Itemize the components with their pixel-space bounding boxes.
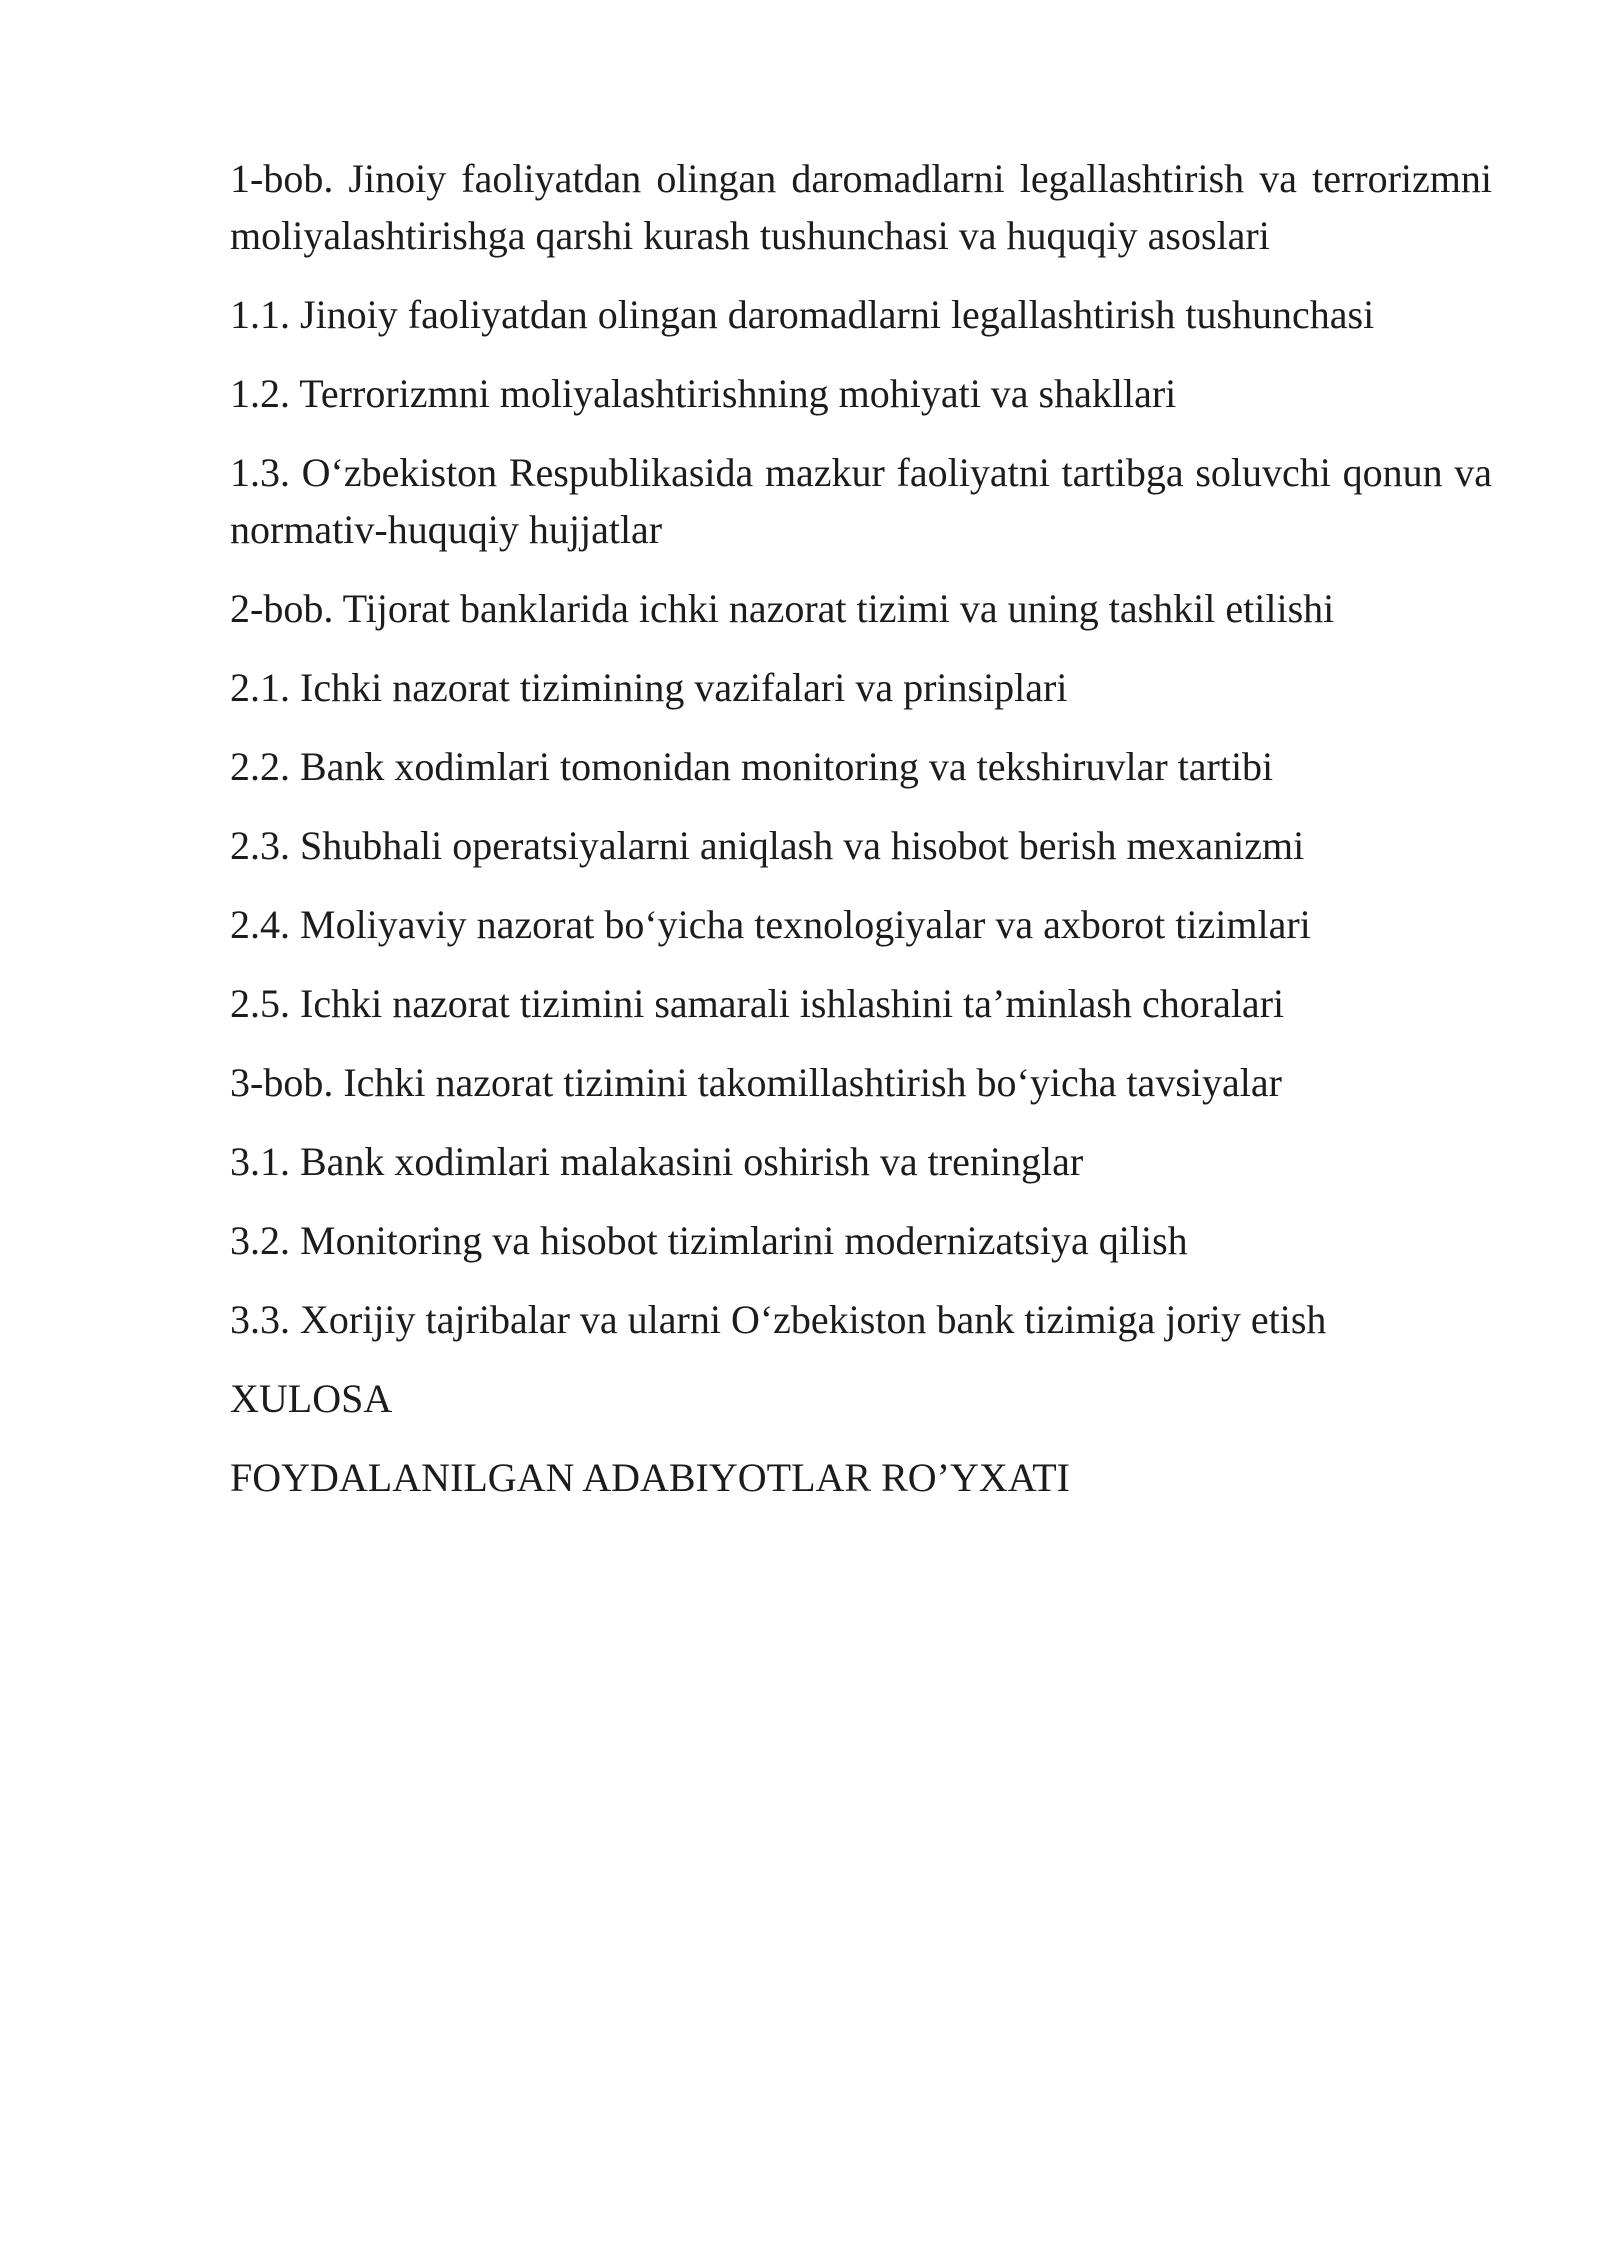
toc-conclusion: XULOSA xyxy=(230,1376,393,1421)
toc-section-2-5: 2.5. Ichki nazorat tizimini samarali ishlashini ta’minlash choralari xyxy=(230,981,1285,1026)
toc-section-1-2: 1.2. Terrorizmni moliyalashtirishning mohiyati va shakllari xyxy=(230,371,1177,416)
toc-section-3-1: 3.1. Bank xodimlari malakasini oshirish va treninglar xyxy=(230,1139,1084,1184)
toc-section-2-4: 2.4. Moliyaviy nazorat bo‘yicha texnologiyalar va axborot tizimlari xyxy=(230,902,1311,947)
toc-references: FOYDALANILGAN ADABIYOTLAR RO’YXATI xyxy=(230,1455,1070,1500)
toc-section-3-2: 3.2. Monitoring va hisobot tizimlarini modernizatsiya qilish xyxy=(230,1218,1188,1263)
toc-section-1-3: 1.3. O‘zbekiston Respublikasida mazkur faoliyatni tartibga soluvchi qonun va normativ-huquqiy hujjatlar xyxy=(230,450,1492,552)
toc-section-1-1: 1.1. Jinoiy faoliyatdan olingan daromadlarni legallashtirish tushunchasi xyxy=(230,292,1375,337)
toc-chapter-2: 2-bob. Tijorat banklarida ichki nazorat tizimi va uning tashkil etilishi xyxy=(230,586,1335,631)
toc-section-3-3: 3.3. Xorijiy tajribalar va ularni O‘zbekiston bank tizimiga joriy etish xyxy=(230,1297,1327,1342)
toc-section-2-1: 2.1. Ichki nazorat tizimining vazifalari va prinsiplari xyxy=(230,665,1068,710)
toc-section-2-3: 2.3. Shubhali operatsiyalarni aniqlash va hisobot berish mexanizmi xyxy=(230,823,1305,868)
toc-chapter-3: 3-bob. Ichki nazorat tizimini takomillashtirish bo‘yicha tavsiyalar xyxy=(230,1060,1282,1105)
toc-section-2-2: 2.2. Bank xodimlari tomonidan monitoring va tekshiruvlar tartibi xyxy=(230,744,1274,789)
toc-chapter-1: 1-bob. Jinoiy faoliyatdan olingan daromadlarni legallashtirish va terrorizmni moliyalashtirishga qarshi kurash tushunchasi va huquqiy asoslari xyxy=(230,156,1492,258)
table-of-contents xyxy=(230,150,1492,1528)
